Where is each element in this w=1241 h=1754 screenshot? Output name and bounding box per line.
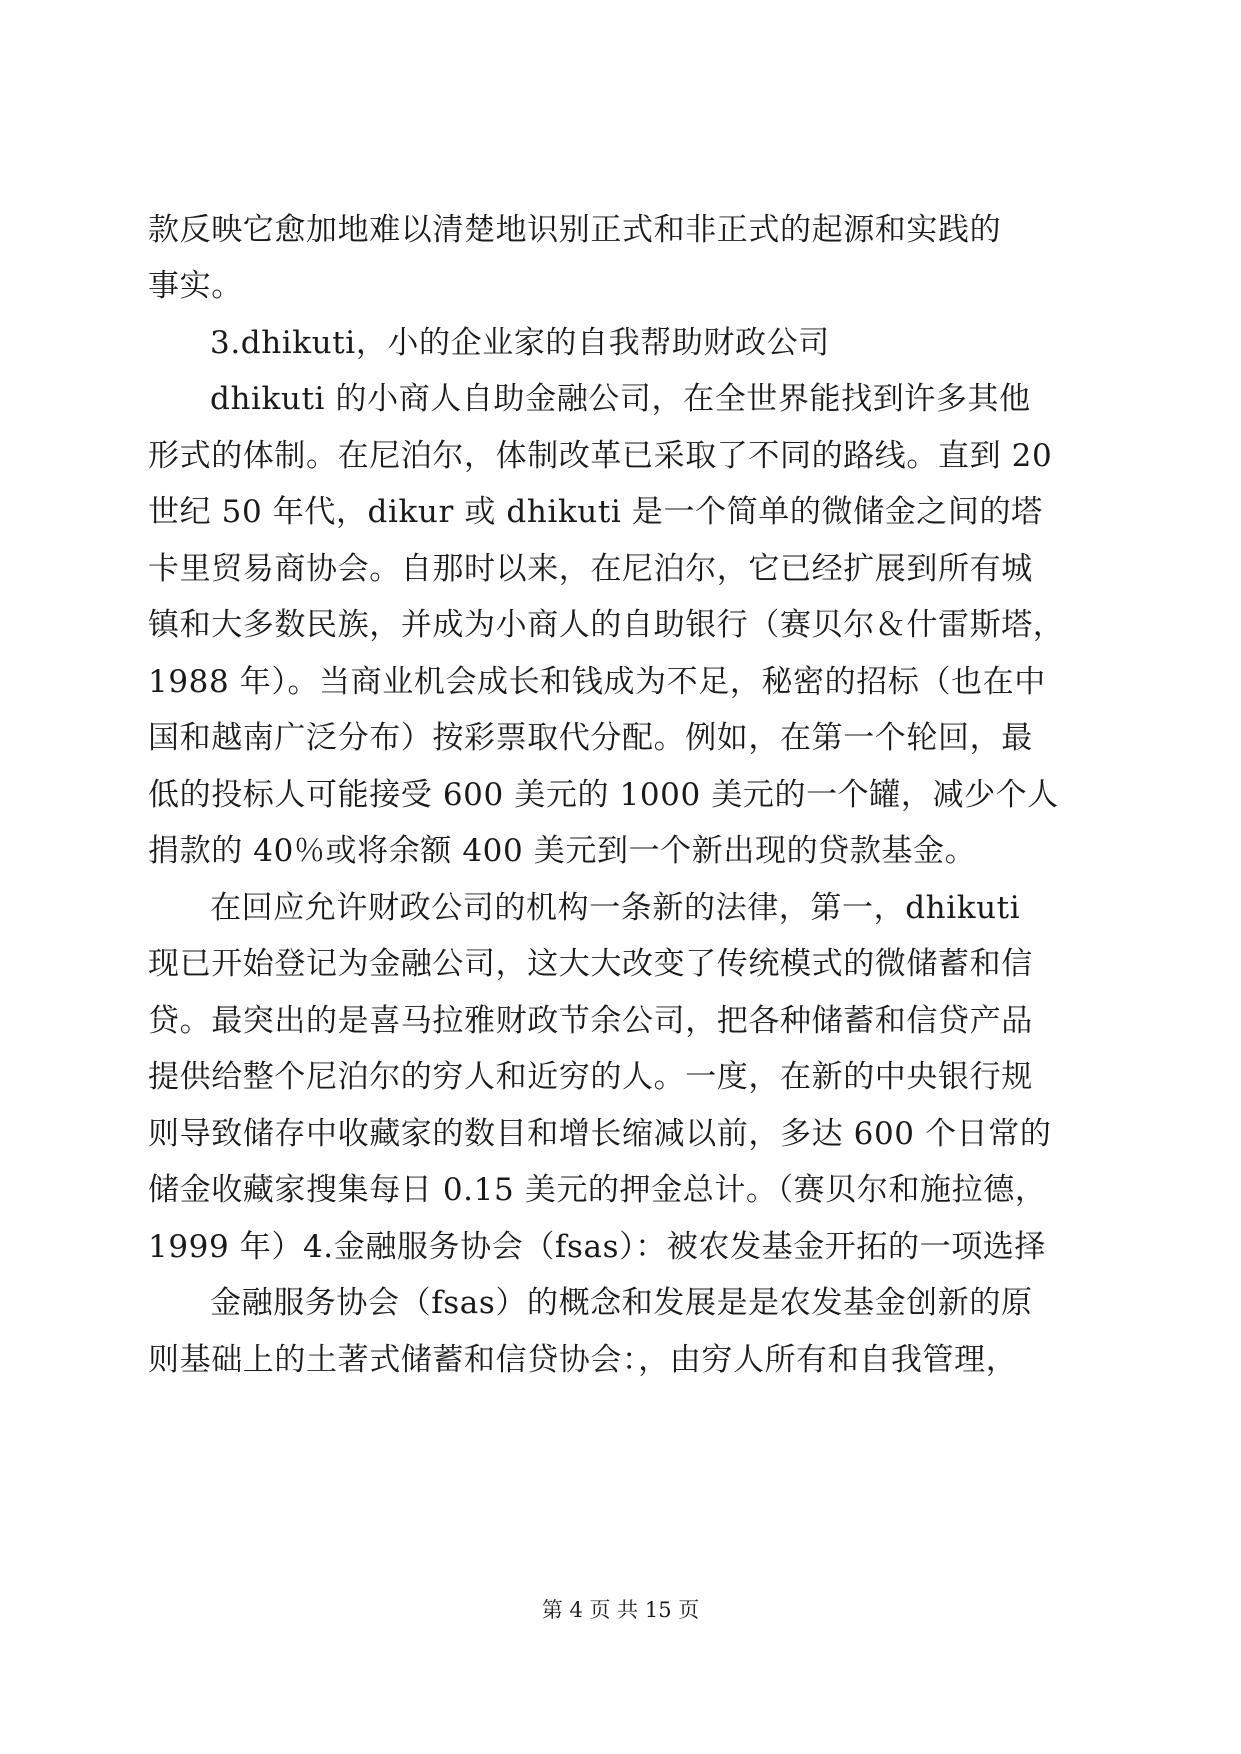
- text-line: 世纪 50 年代，dikur 或 dhikuti 是一个简单的微储金之间的塔: [148, 494, 1043, 530]
- text-line: 事实。: [148, 268, 243, 304]
- text-line: 国和越南广泛分布）按彩票取代分配。例如，在第一个轮回，最: [148, 720, 1033, 756]
- section-heading: 3.dhikuti，小的企业家的自我帮助财政公司: [210, 325, 830, 361]
- text-line: 金融服务协会（fsas）的概念和发展是是农发基金创新的原: [210, 1285, 1033, 1321]
- text-line: 形式的体制。在尼泊尔，体制改革已采取了不同的路线。直到 20: [148, 438, 1053, 474]
- text-line: 提供给整个尼泊尔的穷人和近穷的人。一度，在新的中央银行规: [148, 1059, 1033, 1095]
- text-line: 则导致储存中收藏家的数目和增长缩减以前，多达 600 个日常的: [148, 1116, 1052, 1152]
- text-line: 现已开始登记为金融公司，这大大改变了传统模式的微储蓄和信: [148, 946, 1033, 982]
- text-line: 贷。最突出的是喜马拉雅财政节余公司，把各种储蓄和信贷产品: [148, 1003, 1033, 1039]
- text-line: 则基础上的土著式储蓄和信贷协会：，由穷人所有和自我管理，: [148, 1342, 1018, 1378]
- text-line: 低的投标人可能接受 600 美元的 1000 美元的一个罐，减少个人: [148, 777, 1059, 813]
- page-footer: 第 4 页 共 15 页: [541, 1598, 700, 1622]
- text-line: 款反映它愈加地难以清楚地识别正式和非正式的起源和实践的: [148, 212, 1002, 248]
- text-line: 1988 年）。当商业机会成长和钱成为不足，秘密的招标（也在中: [148, 664, 1046, 700]
- text-line: dhikuti 的小商人自助金融公司，在全世界能找到许多其他: [210, 381, 1031, 417]
- text-line: 卡里贸易商协会。自那时以来，在尼泊尔，它已经扩展到所有城: [148, 551, 1033, 587]
- text-line: 在回应允许财政公司的机构一条新的法律，第一，dhikuti: [210, 890, 1021, 926]
- text-line: 1999 年）4.金融服务协会（fsas）：被农发基金开拓的一项选择: [148, 1229, 1046, 1265]
- text-line: 储金收藏家搜集每日 0.15 美元的押金总计。（赛贝尔和施拉德，: [148, 1172, 1047, 1208]
- text-line: 镇和大多数民族，并成为小商人的自助银行（赛贝尔＆什雷斯塔，: [148, 607, 1065, 643]
- text-line: 捐款的 40％或将余额 400 美元到一个新出现的贷款基金。: [148, 833, 977, 869]
